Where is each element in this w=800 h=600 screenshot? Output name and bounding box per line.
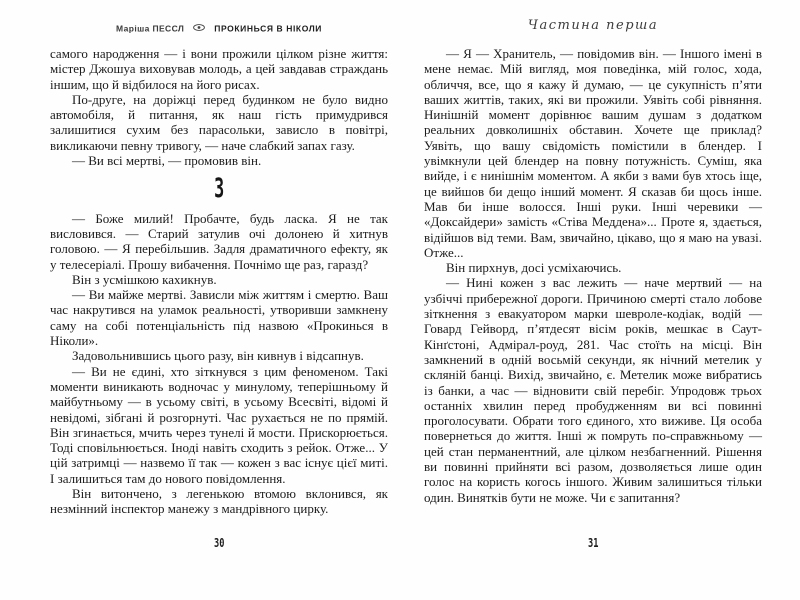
paragraph: — Ви не єдині, хто зіткнувся з цим феноменом. Такі моменти виникають водночас у минулому, теперішньому й майбутньому — в усьому світі, в усьому Всесвіті, відомі й невідомі, зібгані й розгорнуті. Час рухається не по прямій. Він згинається, мчить через тунелі й мости. Прискорюється. Тоді сповільнюється. Іноді навіть сходить з рейок. Отже... У цій затримці — назвемо її так — кожен з вас існує цієї миті. І залишиться там до нового повідомлення. (50, 363, 388, 486)
page-number-value: 30 (213, 536, 225, 550)
chapter-heading (50, 173, 388, 205)
chapter-number: 3 (213, 173, 225, 205)
paragraph: Він з усмішкою кахикнув. (72, 271, 217, 287)
page-number-left (50, 534, 388, 552)
paragraph: Він витончено, з легенькою втомою вклонився, як незмінний інспектор манежу з мандрівного цирку. (50, 486, 388, 517)
paragraph: — Боже милий! Пробачте, будь ласка. Я не так висловився. — Старий затулив очі долонею й хитнув головою. — Я перебільшив. Задля драматичного ефекту, як у телесеріалі. Прошу вибачення. Почнімо ще раз, гаразд? (50, 210, 388, 272)
paragraph: — Ви всі мертві, — промовив він. (72, 153, 262, 169)
page-number-value: 31 (587, 536, 599, 550)
paragraph: Він пирхнув, досі усміхаючись. (446, 260, 622, 276)
paragraph: По-друге, на доріжці перед будинком не було видно автомобіля, й питання, як наш гість примудрився залишитися сухим без парасольки, зависло в повітрі, викликаючи певну тривогу, — наче слабкий запах газу. (50, 91, 388, 153)
book-title: ПРОКИНЬСЯ В НІКОЛИ (214, 23, 322, 34)
paragraph: — Я — Хранитель, — повідомив він. — Іншого імені в мене немає. Мій вигляд, моя поведінка, мій голос, хода, обличчя, все, що я кажу й думаю, — це сукупність п’яти ваших життів, таких, які ви прожили. Уявіть собі рівняння. Нинішній момент дорівнює вашим душам з додатком реальних довколишніх обставин. Хочете ще приклад? Уявіть, що вашу свідомість помістили в блендер. І увімкнули цей блендер на повну потужність. Суміш, яка вийде, і є нинішнім моментом. А якби з вами був хтось іще, це вийшов би дещо інший момент. Я сказав би щось інше. Мав би інше волосся. Інші руки. Інші черевики — «Доксайдери» замість «Стіва Меддена»... Проте я, здається, відійшов від теми. Вам, звичайно, цікаво, що я маю на увазі. Отже... (424, 46, 762, 260)
running-header-left (50, 18, 388, 32)
page-number-right (424, 534, 762, 552)
paragraph: Задовольнившись цього разу, він кивнув і відсапнув. (72, 348, 364, 364)
body-text-right (424, 46, 762, 505)
paragraph: самого народження — і вони прожили цілком різне життя: містер Джошуа виховував молодь, а цей завдавав страждань іншим, що й відбилося на його рисах. (50, 46, 388, 92)
body-text-left (50, 46, 388, 517)
page-right (424, 18, 762, 578)
page-left (50, 18, 388, 578)
author-name: Маріша ПЕССЛ (116, 23, 185, 34)
paragraph: — Нині кожен з вас лежить — наче мертвий — на узбіччі прибережної дороги. Причиною смерті стало лобове зіткнення з евакуатором марки шевроле-кодіак, водій — Говард Гейворд, п’ятдесят вісім років, мешкає в Саут-Кінґстоні, Адмірал-роуд, 281. Час стоїть на місці. Він замкнений в одній восьмій секунди, як нічний метелик у скляній банці. Вихід, звичайно, є. Метелик може вибратись із банки, а час — відновити свій перебіг. Упродовж трьох останніх хвилин перед пробудженням ви всі повинні проголосувати. Обрати того єдиного, хто виживе. Ця особа повернеться до життя. Інші ж помруть по-справжньому — цей стан перманентний, але цілком незбагненний. Рішення ви повинні прийняти всі разом, дозволяється лише один голос на користь когось іншого. Живим залишиться тільки один. Винятків бути не може. Чи є запитання? (424, 275, 762, 505)
eye-ornament-icon (193, 18, 205, 36)
running-header-right: Частина перша (527, 18, 659, 33)
paragraph: — Ви майже мертві. Зависли між життям і смертю. Ваш час накрутився на уламок реальності, утворивши замкнену саму на собі потенціальність під назвою «Прокинься в Ніколи». (50, 287, 388, 349)
